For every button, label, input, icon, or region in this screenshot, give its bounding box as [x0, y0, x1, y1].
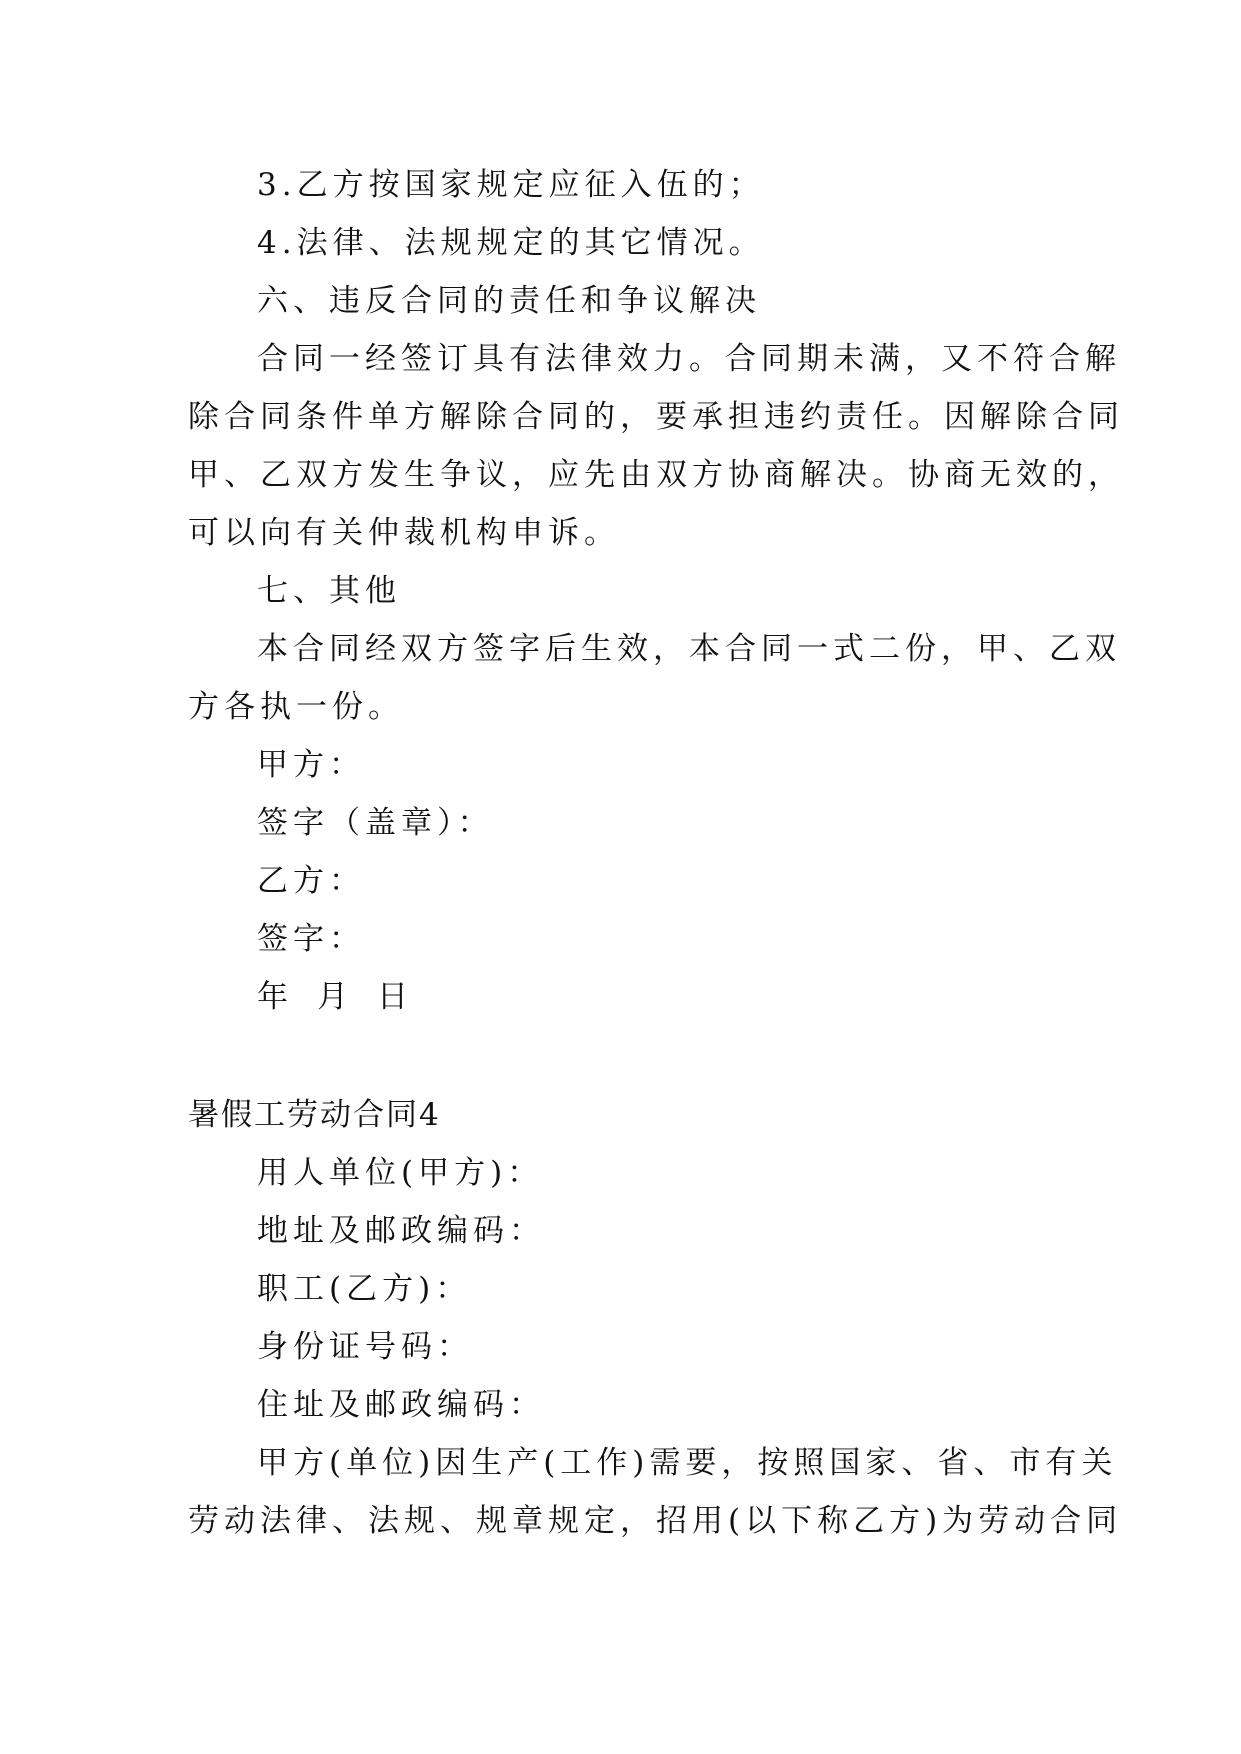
section-6-paragraph-line: 除合同条件单方解除合同的，要承担违约责任。因解除合同 — [188, 399, 1124, 435]
date-day-label: 日 — [377, 979, 413, 1015]
section-heading-7: 七、其他 — [257, 573, 401, 609]
section-7-paragraph-line: 方各执一份。 — [188, 689, 404, 725]
employee-field-label: 职工(乙方)： — [257, 1271, 472, 1307]
intro-paragraph-line: 甲方(单位)因生产(工作)需要，按照国家、省、市有关 — [257, 1445, 1118, 1481]
date-month-label: 月 — [317, 979, 353, 1015]
contract-title: 暑假工劳动合同4 — [188, 1097, 441, 1133]
section-heading-6: 六、违反合同的责任和争议解决 — [257, 283, 761, 319]
employee-address-label: 住址及邮政编码： — [257, 1387, 545, 1423]
date-year-label: 年 — [257, 979, 293, 1015]
intro-paragraph-line: 劳动法律、法规、规章规定，招用(以下称乙方)为劳动合同 — [188, 1503, 1123, 1539]
list-item-3: 3.乙方按国家规定应征入伍的； — [257, 167, 765, 203]
section-7-paragraph-line: 本合同经双方签字后生效，本合同一式二份，甲、乙双 — [257, 631, 1121, 667]
section-6-paragraph-line: 合同一经签订具有法律效力。合同期未满，又不符合解 — [257, 341, 1121, 377]
party-a-label: 甲方： — [257, 747, 365, 783]
party-b-signature-label: 签字： — [257, 921, 365, 957]
party-b-label: 乙方： — [257, 863, 365, 899]
id-number-label: 身份证号码： — [257, 1329, 473, 1365]
employer-field-label: 用人单位(甲方)： — [257, 1155, 544, 1191]
section-6-paragraph-line: 可以向有关仲裁机构申诉。 — [188, 515, 620, 551]
date-line — [257, 977, 413, 1017]
list-item-4: 4.法律、法规规定的其它情况。 — [257, 225, 765, 261]
employer-address-label: 地址及邮政编码： — [257, 1213, 545, 1249]
section-6-paragraph-line: 甲、乙双方发生争议，应先由双方协商解决。协商无效的， — [188, 457, 1124, 493]
party-a-signature-label: 签字（盖章）： — [257, 805, 494, 841]
